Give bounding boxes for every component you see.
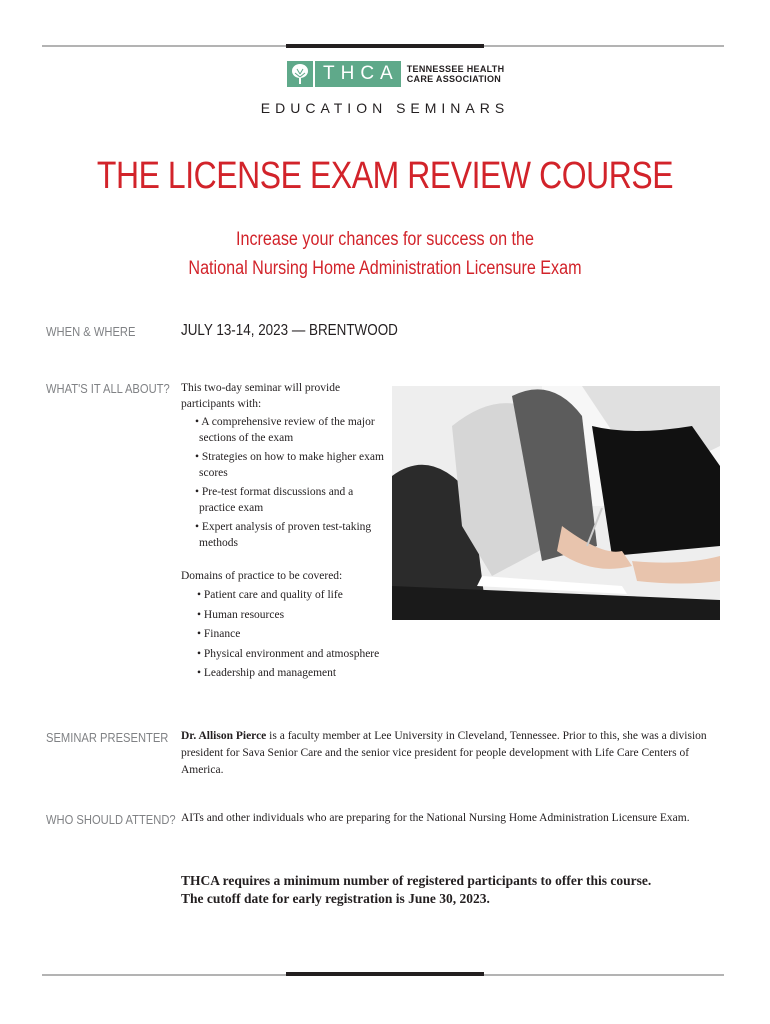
tree-icon <box>287 61 313 87</box>
domains-list <box>191 586 379 684</box>
thca-logo <box>287 61 504 87</box>
audience-text: AITs and other individuals who are preparing for the National Nursing Home Administration Licensure Exam. <box>181 812 690 824</box>
list-item: • Expert analysis of proven test-taking methods <box>195 521 372 549</box>
presenter-name: Dr. Allison Pierce <box>181 730 267 742</box>
list-item: • A comprehensive review of the major sections of the exam <box>195 416 375 444</box>
about-label: WHAT'S IT ALL ABOUT? <box>46 381 170 396</box>
logo-org-line1: TENNESSEE HEALTH <box>406 64 505 74</box>
subtitle-line1: Increase your chances for success on the <box>235 229 535 250</box>
seminar-photo <box>392 386 720 620</box>
list-item: • Patient care and quality of life <box>197 589 343 601</box>
benefits-list <box>191 414 391 554</box>
about-intro: This two-day seminar will provide participants with: <box>181 382 341 410</box>
logo-wordmark: THCA <box>315 61 401 87</box>
registration-notice <box>181 872 741 908</box>
list-item: • Leadership and management <box>197 667 337 679</box>
presenter-label: SEMINAR PRESENTER <box>46 730 169 745</box>
list-item: • Finance <box>197 628 241 640</box>
audience-label: WHO SHOULD ATTEND? <box>46 812 176 827</box>
when-where-label: WHEN & WHERE <box>46 324 136 339</box>
notice-line2: The cutoff date for early registration is June 30, 2023. <box>181 891 490 906</box>
list-item: • Strategies on how to make higher exam scores <box>195 451 384 479</box>
subtitle-line2: National Nursing Home Administration Licensure Exam <box>188 258 582 279</box>
top-divider-accent <box>286 44 484 48</box>
logo-org-line2: CARE ASSOCIATION <box>406 74 502 84</box>
when-where-value: JULY 13-14, 2023 — BRENTWOOD <box>181 322 398 339</box>
domains-heading: Domains of practice to be covered: <box>181 570 343 582</box>
bottom-divider-accent <box>286 972 484 976</box>
logo-org-name <box>407 64 505 84</box>
presenter-bio <box>181 728 726 779</box>
list-item: • Pre-test format discussions and a practice exam <box>195 486 354 514</box>
page-title: THE LICENSE EXAM REVIEW COURSE <box>96 155 674 197</box>
presenter-description: is a faculty member at Lee University in Cleveland, Tennessee. Prior to this, she was a division president for Sava Senior Care and the senior vice president for people development with Life Care Centers of America. <box>181 730 707 776</box>
list-item: • Human resources <box>197 608 285 621</box>
list-item: • Physical environment and atmosphere <box>197 647 380 660</box>
series-heading: EDUCATION SEMINARS <box>260 100 510 116</box>
notice-line1: THCA requires a minimum number of registered participants to offer this course. <box>181 873 652 888</box>
